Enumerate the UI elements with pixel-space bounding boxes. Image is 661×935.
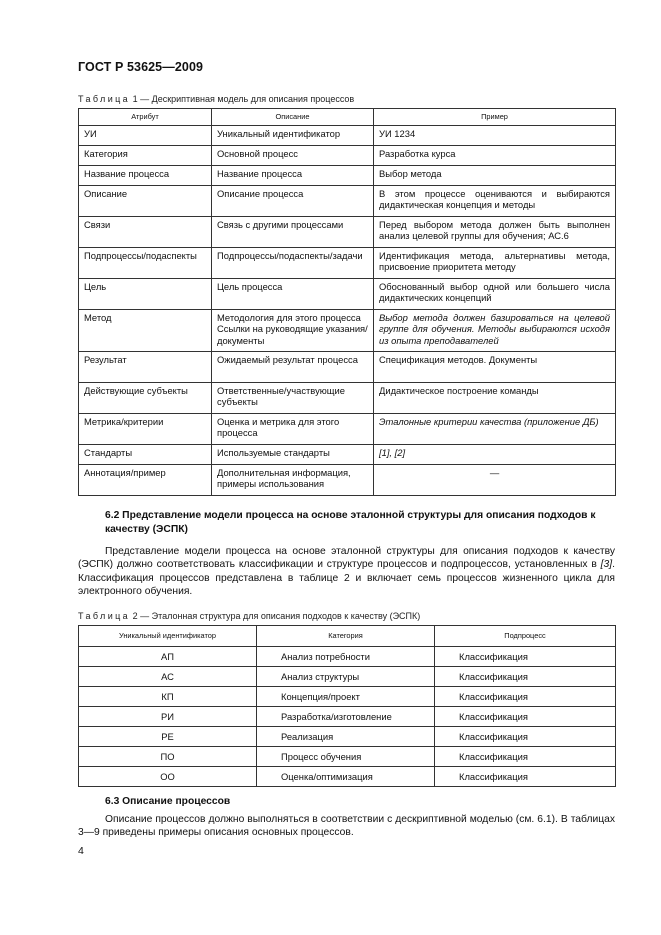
table-row bbox=[79, 166, 616, 186]
table1-caption-text: 1 — Дескриптивная модель для описания процессов bbox=[130, 94, 355, 104]
table-row bbox=[79, 687, 616, 707]
example-cell: Эталонные критерии качества (приложение ДБ) bbox=[374, 414, 616, 445]
example-cell: В этом процессе оцениваются и выбираются дидактическая концепция и методы bbox=[374, 186, 616, 217]
attribute-cell: УИ bbox=[79, 126, 212, 146]
table-row bbox=[79, 383, 616, 414]
category-cell: Анализ потребности bbox=[257, 647, 435, 667]
table-row bbox=[79, 352, 616, 383]
attribute-cell: Подпроцессы/подаспекты bbox=[79, 248, 212, 279]
column-header-category: Категория bbox=[257, 626, 435, 647]
subprocess-cell: Классификация bbox=[435, 747, 616, 767]
example-cell: Выбор метода bbox=[374, 166, 616, 186]
description-cell: Оценка и метрика для этого процесса bbox=[212, 414, 374, 445]
category-cell: Процесс обучения bbox=[257, 747, 435, 767]
section-6-3-heading: 6.3 Описание процессов bbox=[105, 796, 231, 807]
attribute-cell: Описание bbox=[79, 186, 212, 217]
category-cell: Разработка/изготовление bbox=[257, 707, 435, 727]
description-cell: Название процесса bbox=[212, 166, 374, 186]
table2-caption-label: Таблица bbox=[78, 611, 131, 621]
table-row bbox=[79, 310, 616, 352]
example-cell: Идентификация метода, альтернативы метода, присвоение приоритета методу bbox=[374, 248, 616, 279]
reference-structure-table bbox=[78, 625, 616, 787]
table-row bbox=[79, 445, 616, 465]
identifier-cell: РИ bbox=[79, 707, 257, 727]
table2-caption-text: 2 — Эталонная структура для описания подходов к качеству (ЭСПК) bbox=[130, 611, 421, 621]
column-header-description: Описание bbox=[212, 109, 374, 126]
column-header-example: Пример bbox=[374, 109, 616, 126]
attribute-cell: Результат bbox=[79, 352, 212, 383]
table-row bbox=[79, 707, 616, 727]
section-6-3-paragraph: Описание процессов должно выполняться в соответствии с дескриптивной моделью (см. 6.1). В таблицах 3—9 приведены примеры описания основных процессов. bbox=[78, 814, 615, 839]
example-cell: Спецификация методов. Документы bbox=[374, 352, 616, 383]
example-cell: Дидактическое построение команды bbox=[374, 383, 616, 414]
table-row bbox=[79, 186, 616, 217]
table1-caption-label: Таблица bbox=[78, 94, 131, 104]
descriptive-model-table bbox=[78, 108, 616, 496]
table-row bbox=[79, 146, 616, 166]
category-cell: Реализация bbox=[257, 727, 435, 747]
attribute-cell: Действующие субъекты bbox=[79, 383, 212, 414]
attribute-cell: Связи bbox=[79, 217, 212, 248]
table-row bbox=[79, 414, 616, 445]
attribute-cell: Аннотация/пример bbox=[79, 465, 212, 496]
column-header-attribute: Атрибут bbox=[79, 109, 212, 126]
example-cell: Выбор метода должен базироваться на целевой группе для обучения. Методы выбираются исходя из опыта преподавателей bbox=[374, 310, 616, 352]
subprocess-cell: Классификация bbox=[435, 767, 616, 787]
identifier-cell: ПО bbox=[79, 747, 257, 767]
description-cell: Используемые стандарты bbox=[212, 445, 374, 465]
example-cell: Разработка курса bbox=[374, 146, 616, 166]
category-cell: Оценка/оптимизация bbox=[257, 767, 435, 787]
description-cell: Методология для этого процесса Ссылки на руководящие указания/документы bbox=[212, 310, 374, 352]
identifier-cell: КП bbox=[79, 687, 257, 707]
section-6-2-heading: 6.2 Представление модели процесса на основе эталонной структуры для описания подходов к качеству (ЭСПК) bbox=[105, 510, 596, 535]
description-cell: Описание процесса bbox=[212, 186, 374, 217]
example-cell: — bbox=[374, 465, 616, 496]
table-row bbox=[79, 279, 616, 310]
attribute-cell: Категория bbox=[79, 146, 212, 166]
description-cell: Цель процесса bbox=[212, 279, 374, 310]
attribute-cell: Стандарты bbox=[79, 445, 212, 465]
table-header-row bbox=[79, 109, 616, 126]
example-cell: Обоснованный выбор одной или большего числа дидактических концепций bbox=[374, 279, 616, 310]
attribute-cell: Метрика/критерии bbox=[79, 414, 212, 445]
table-row bbox=[79, 747, 616, 767]
description-cell: Ожидаемый результат процесса bbox=[212, 352, 374, 383]
description-cell: Уникальный идентификатор bbox=[212, 126, 374, 146]
attribute-cell: Название процесса bbox=[79, 166, 212, 186]
table-header-row bbox=[79, 626, 616, 647]
identifier-cell: АП bbox=[79, 647, 257, 667]
table-row bbox=[79, 727, 616, 747]
subprocess-cell: Классификация bbox=[435, 647, 616, 667]
table1-caption bbox=[78, 94, 354, 104]
table-row bbox=[79, 647, 616, 667]
paragraph-text: . Классификация процессов представлена в таблице 2 и включает семь процессов жизненного цикла для электронного обучения. bbox=[78, 559, 615, 598]
table-row bbox=[79, 465, 616, 496]
identifier-cell: ОО bbox=[79, 767, 257, 787]
category-cell: Анализ структуры bbox=[257, 667, 435, 687]
subprocess-cell: Классификация bbox=[435, 707, 616, 727]
paragraph-text: Представление модели процесса на основе эталонной структуры для описания подходов к качеству (ЭСПК) должно соответствовать классификации и структуре процессов и подпроцессов, установленных в bbox=[78, 546, 615, 571]
description-cell: Связь с другими процессами bbox=[212, 217, 374, 248]
attribute-cell: Метод bbox=[79, 310, 212, 352]
subprocess-cell: Классификация bbox=[435, 687, 616, 707]
description-cell: Ответственные/участвующие субъекты bbox=[212, 383, 374, 414]
column-header-subprocess: Подпроцесс bbox=[435, 626, 616, 647]
table-row bbox=[79, 217, 616, 248]
section-6-2-paragraph bbox=[78, 545, 615, 599]
table-row bbox=[79, 767, 616, 787]
page-number: 4 bbox=[78, 845, 84, 857]
table-row bbox=[79, 126, 616, 146]
identifier-cell: АС bbox=[79, 667, 257, 687]
category-cell: Концепция/проект bbox=[257, 687, 435, 707]
example-cell: [1], [2] bbox=[374, 445, 616, 465]
column-header-identifier: Уникальный идентификатор bbox=[79, 626, 257, 647]
description-cell: Основной процесс bbox=[212, 146, 374, 166]
attribute-cell: Цель bbox=[79, 279, 212, 310]
subprocess-cell: Классификация bbox=[435, 727, 616, 747]
example-cell: УИ 1234 bbox=[374, 126, 616, 146]
subprocess-cell: Классификация bbox=[435, 667, 616, 687]
reference-link: [3] bbox=[600, 559, 613, 571]
description-cell: Дополнительная информация, примеры использования bbox=[212, 465, 374, 496]
table-row bbox=[79, 248, 616, 279]
description-cell: Подпроцессы/подаспекты/задачи bbox=[212, 248, 374, 279]
table-row bbox=[79, 667, 616, 687]
document-header: ГОСТ Р 53625—2009 bbox=[78, 60, 204, 74]
table2-caption bbox=[78, 611, 420, 621]
identifier-cell: РЕ bbox=[79, 727, 257, 747]
example-cell: Перед выбором метода должен быть выполнен анализ целевой группы для обучения; АС.6 bbox=[374, 217, 616, 248]
